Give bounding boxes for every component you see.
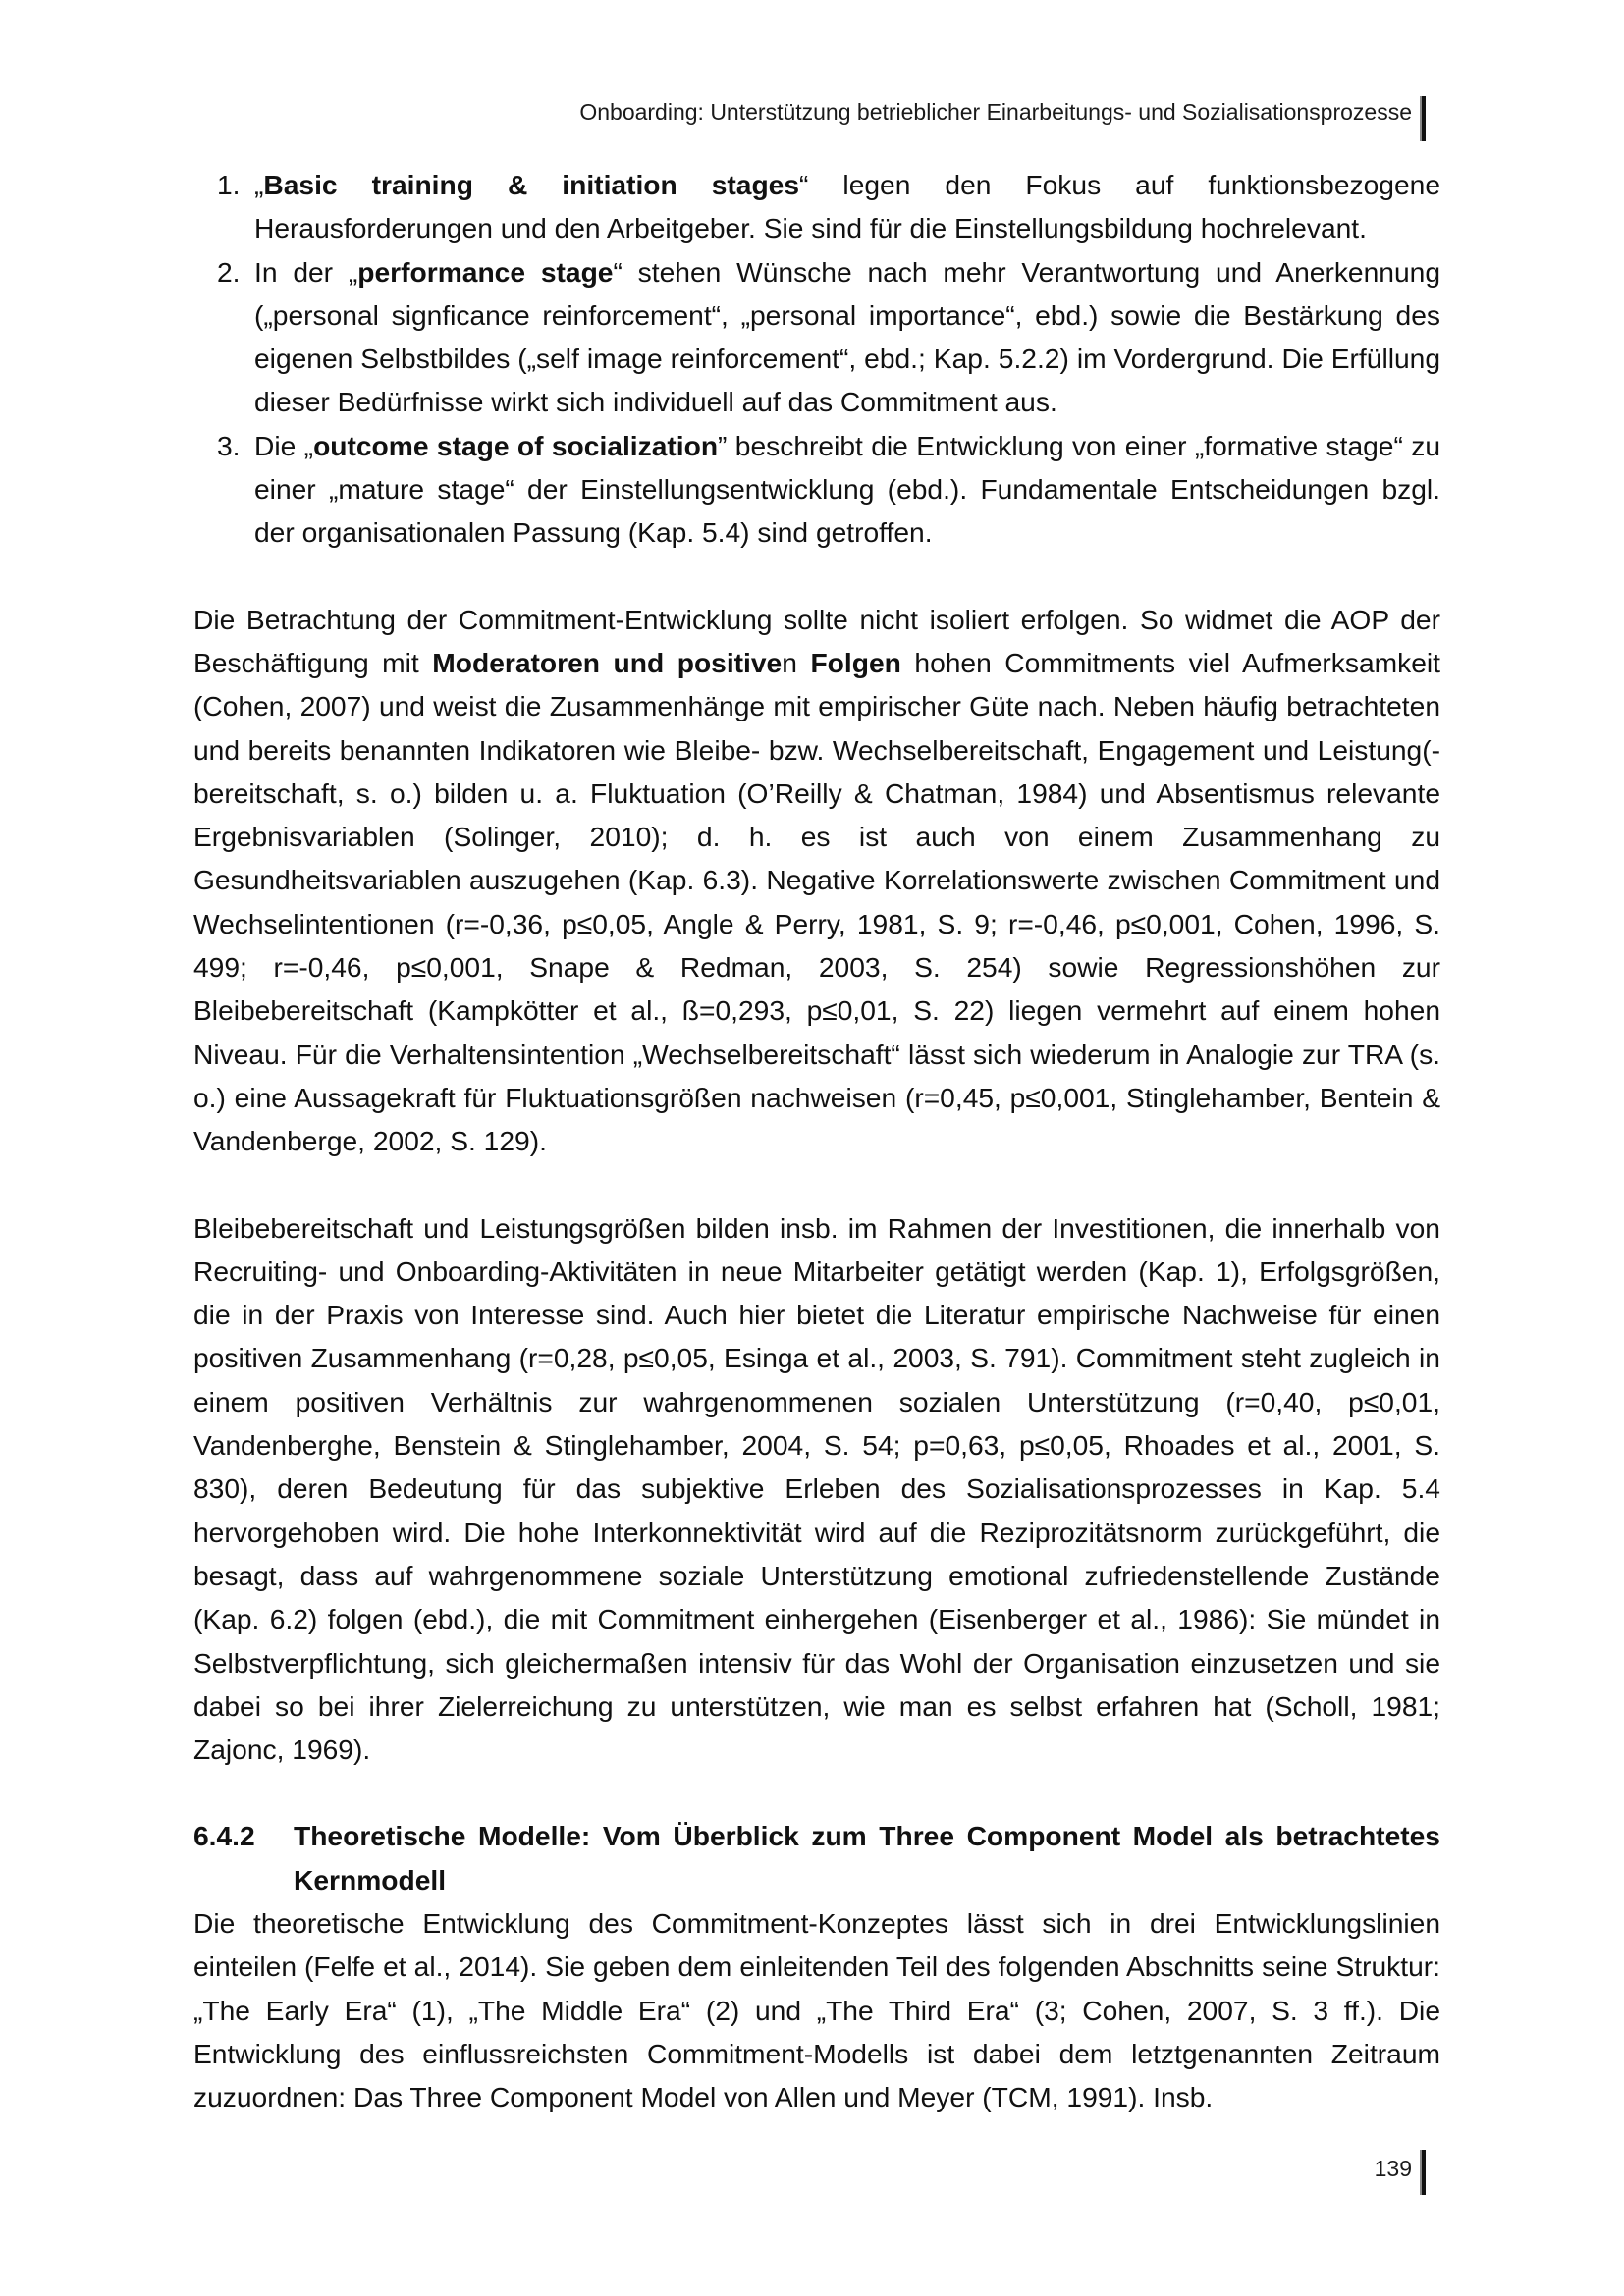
socialization-stages-list — [193, 163, 1440, 555]
section-number: 6.4.2 — [193, 1820, 255, 1852]
list-item: 3. Die „outcome stage of socialization” beschreibt die Entwicklung von einer „formative stage“ zu einer „mature stage“ der Einstellungsentwicklung (ebd.). Fundamentale Entscheidungen bzgl. der organisationalen Passung (Kap. 5.4) sind getroffen. — [193, 424, 1440, 555]
paragraph-retention-performance: Bleibebereitschaft und Leistungsgrößen bilden insb. im Rahmen der Investitionen, die innerhalb von Recruiting- und Onboarding-Aktivitäten in neue Mitarbeiter getätigt werden (Kap. 1), Erfolgsgrößen, die in der Praxis von Interesse sind. Auch hier bietet die Literatur empirische Nachweise für einen positiven Zusammenhang (r=0,28, p≤0,05, Esinga et al., 2003, S. 791). Commitment steht zugleich in einem positiven Verhältnis zur wahrgenommenen sozialen Unterstützung (r=0,40, p≤0,01, Vandenberghe, Benstein & Stinglehamber, 2004, S. 54; p=0,63, p≤0,05, Rhoades et al., 2001, S. 830), deren Bedeutung für das subjektive Erleben des Sozialisationsprozesses in Kap. 5.4 hervorgehoben wird. Die hohe Interkonnektivität wird auf die Reziprozitätsnorm zurückgeführt, die besagt, dass auf wahrgenommene soziale Unterstützung emotional zufriedenstellende Zustände (Kap. 6.2) folgen (ebd.), die mit Commitment einhergehen (Eisenberger et al., 1986): Sie mündet in Selbstverpflichtung, sich gleichermaßen intensiv für das Wohl der Organisation einzusetzen und sie dabei so bei ihrer Zielerreichung zu unterstützen, wie man es selbst erfahren hat (Scholl, 1981; Zajonc, 1969). — [193, 1211, 1440, 1766]
paragraph-spacer — [193, 1163, 1440, 1206]
paragraph-commitment-development: Die Betrachtung der Commitment-Entwicklung sollte nicht isoliert erfolgen. So widmet die AOP der Beschäftigung mit Moderatoren und positiven Folgen hohen Commitments viel Aufmerksamkeit (Cohen, 2007) und weist die Zusammenhänge mit empirischer Güte nach. Neben häufig betrachteten und bereits benannten Indikatoren wie Bleibe- bzw. Wechselbereitschaft, Engagement und Leistung(-bereitschaft, s. o.) bilden u. a. Fluktuation (O’Reilly & Chatman, 1984) und Absentismus relevante Ergebnisvariablen (Solinger, 2010); d. h. es ist auch von einem Zusammenhang zu Gesundheitsvariablen auszugehen (Kap. 6.3). Negative Korrelationswerte zwischen Commitment und Wechselintentionen (r=-0,36, p≤0,05, Angle & Perry, 1981, S. 9; r=-0,46, p≤0,001, Cohen, 1996, S. 499; r=-0,46, p≤0,001, Snape & Redman, 2003, S. 254) sowie Regressionshöhen zur Bleibebereitschaft (Kampkötter et al., ß=0,293, p≤0,01, S. 22) liegen vermehrt auf einem hohen Niveau. Für die Verhaltensintention „Wechselbereitschaft“ lässt sich wiederum in Analogie zur TRA (s. o.) eine Aussagekraft für Fluktuationsgrößen nachweisen (r=0,45, p≤0,001, Stinglehamber, Bentein & Vandenberge, 2002, S. 129). — [193, 603, 1441, 1157]
term-bold: outcome stage of socialization — [313, 429, 719, 461]
paragraph-spacer — [193, 1771, 1440, 1814]
footer-rule — [1420, 2150, 1426, 2195]
list-item: 1. „Basic training & initiation stages“ legen den Fokus auf funktionsbezogene Herausforderungen und den Arbeitgeber. Sie sind für die Einstellungsbildung hochrelevant. — [193, 163, 1440, 250]
paragraph-spacer — [193, 555, 1440, 598]
term-bold: performance stage — [357, 255, 614, 288]
list-number: 3. — [217, 429, 241, 461]
list-number: 1. — [217, 169, 241, 200]
running-header: Onboarding: Unterstützung betrieblicher Einarbeitungs- und Sozialisationsprozesse — [579, 99, 1412, 125]
section-heading — [193, 1814, 1440, 1901]
page-number: 139 — [1374, 2156, 1412, 2181]
section-title: Theoretische Modelle: Vom Überblick zum Three Component Model als betrachtetes Kernmodell — [294, 1820, 1440, 1896]
term-bold: Basic training & initiation stages — [263, 169, 800, 200]
list-number: 2. — [217, 255, 241, 288]
list-item: 2. In der „performance stage“ stehen Wünsche nach mehr Verantwortung und Anerkennung („personal signficance reinforcement“, „personal importance“, ebd.) sowie die Bestärkung des eigenen Selbstbildes („self image reinforcement“, ebd.; Kap. 5.2.2) im Vordergrund. Die Erfüllung dieser Bedürfnisse wirkt sich individuell auf das Commitment aus. — [193, 250, 1440, 424]
header-rule — [1420, 96, 1426, 141]
page-body — [193, 163, 1440, 2118]
paragraph-theoretical-development: Die theoretische Entwicklung des Commitment-Konzeptes lässt sich in drei Entwicklungslinien einteilen (Felfe et al., 2014). Sie geben dem einleitenden Teil des folgenden Abschnitts seine Struktur: „The Early Era“ (1), „The Middle Era“ (2) und „The Third Era“ (3; Cohen, 2007, S. 3 ff.). Die Entwicklung des einflussreichsten Commitment-Modells ist dabei dem letztgenannten Zeitraum zuzuordnen: Das Three Component Model von Allen und Meyer (TCM, 1991). Insb. — [193, 1906, 1440, 2113]
